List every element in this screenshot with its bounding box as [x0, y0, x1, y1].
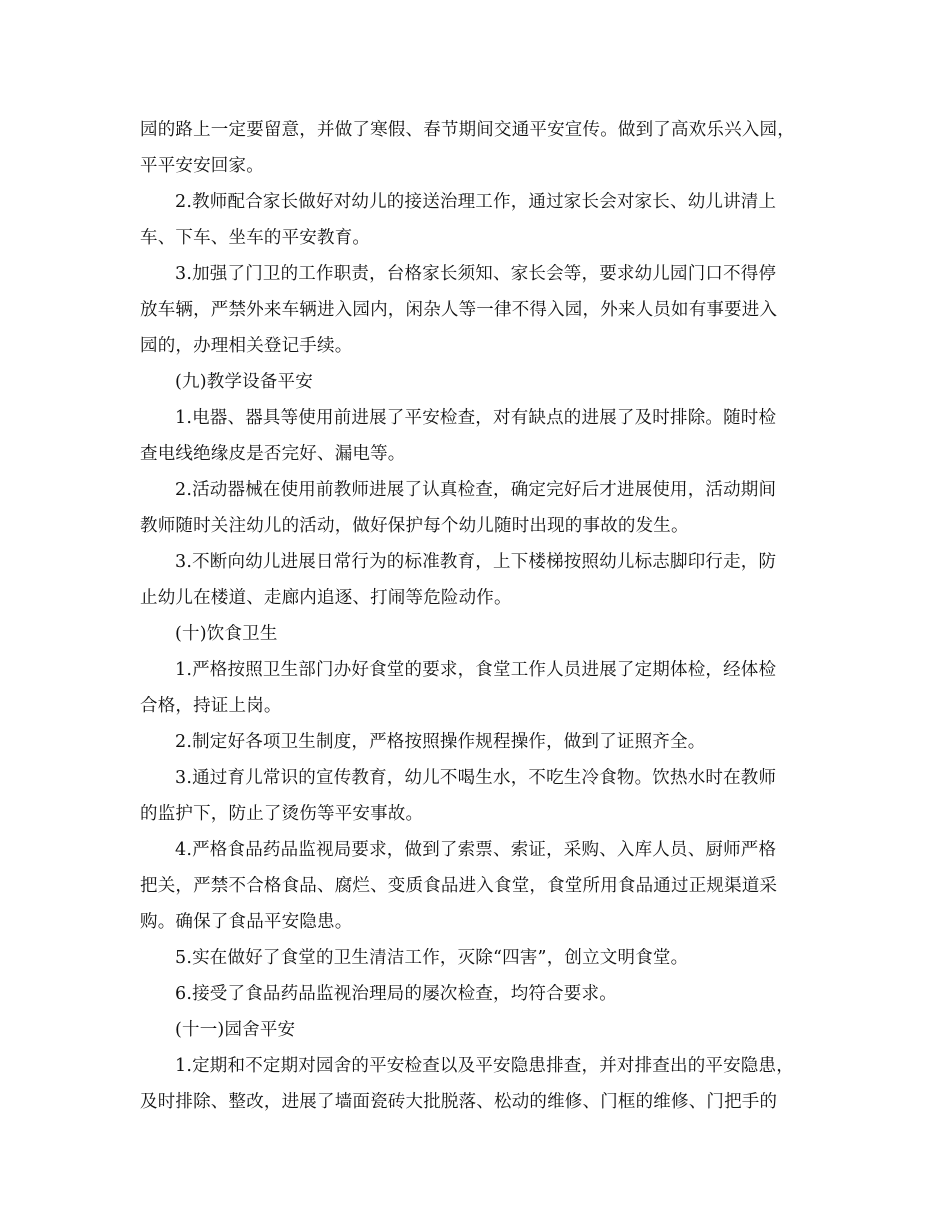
paragraph-line: 1.严格按照卫生部门办好食堂的要求，食堂工作人员进展了定期体检，经体检 — [175, 660, 777, 680]
text-line: 放车辆，严禁外来车辆进入园内，闲杂人等一律不得入园，外来人员如有事要进入 — [140, 300, 778, 320]
paragraph-line: 3.不断向幼儿进展日常行为的标准教育，上下楼梯按照幼儿标志脚印行走，防 — [175, 552, 777, 572]
text-line: 合格，持证上岗。 — [140, 696, 282, 716]
text-line: 园的路上一定要留意，并做了寒假、春节期间交通平安宣传。做到了高欢乐兴入园， — [140, 120, 795, 140]
paragraph-line: 6.接受了食品药品监视治理局的屡次检查，均符合要求。 — [175, 984, 617, 1004]
paragraph-line: 3.加强了门卫的工作职责，台格家长须知、家长会等，要求幼儿园门口不得停 — [175, 264, 777, 284]
text-line: 教师随时关注幼儿的活动，做好保护每个幼儿随时出现的事故的发生。 — [140, 516, 689, 536]
text-line: 购。确保了食品平安隐患。 — [140, 912, 353, 932]
text-line: 把关，严禁不合格食品、腐烂、变质食品进入食堂，食堂所用食品通过正规渠道采 — [140, 876, 778, 896]
paragraph-line: 1.电器、器具等使用前进展了平安检查，对有缺点的进展了及时排除。随时检 — [175, 408, 777, 428]
text-line: 止幼儿在楼道、走廊内追逐、打闹等危险动作。 — [140, 588, 512, 608]
section-heading: (九)教学设备平安 — [175, 372, 313, 392]
text-line: 的监护下，防止了烫伤等平安事故。 — [140, 804, 424, 824]
section-heading: (十一)园舍平安 — [175, 1020, 296, 1040]
paragraph-line: 2.制定好各项卫生制度，严格按照操作规程操作，做到了证照齐全。 — [175, 732, 706, 752]
paragraph-line: 4.严格食品药品监视局要求，做到了索票、索证，采购、入库人员、厨师严格 — [175, 840, 777, 860]
section-heading: (十)饮食卫生 — [175, 624, 278, 644]
text-line: 车、下车、坐车的平安教育。 — [140, 228, 371, 248]
paragraph-line: 5.实在做好了食堂的卫生清洁工作，灭除“四害”，创立文明食堂。 — [175, 948, 689, 968]
text-line: 平平安安回家。 — [140, 156, 264, 176]
text-line: 及时排除、整改，进展了墙面瓷砖大批脱落、松动的维修、门框的维修、门把手的 — [140, 1092, 778, 1112]
paragraph-line: 2.活动器械在使用前教师进展了认真检查，确定完好后才进展使用，活动期间 — [175, 480, 777, 500]
text-line: 园的，办理相关登记手续。 — [140, 336, 353, 356]
paragraph-line: 1.定期和不定期对园舍的平安检查以及平安隐患排查，并对排查出的平安隐患， — [175, 1056, 794, 1076]
paragraph-line: 3.通过育儿常识的宣传教育，幼儿不喝生水，不吃生冷食物。饮热水时在教师 — [175, 768, 777, 788]
text-line: 查电线绝缘皮是否完好、漏电等。 — [140, 444, 406, 464]
paragraph-line: 2.教师配合家长做好对幼儿的接送治理工作，通过家长会对家长、幼儿讲清上 — [175, 192, 777, 212]
